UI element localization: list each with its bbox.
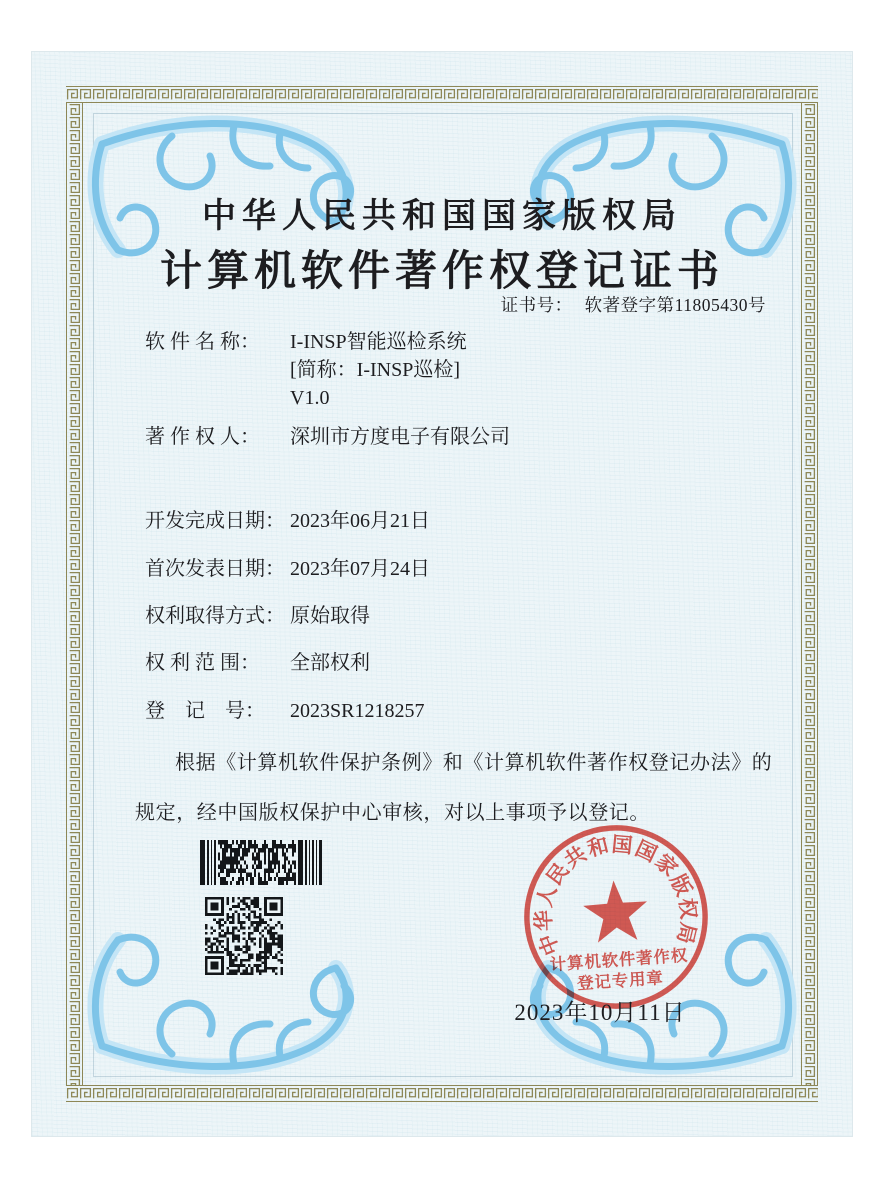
rights-acquisition: 原始取得 bbox=[290, 605, 370, 627]
seal-title-line2: 登记专用章 bbox=[576, 968, 665, 994]
field-label: 权利取得方式： bbox=[145, 605, 285, 627]
field-value bbox=[290, 649, 370, 677]
statement-line-2: 规定，经中国版权保护中心审核，对以上事项予以登记。 bbox=[135, 802, 650, 824]
field-row-rights-scope bbox=[145, 649, 370, 677]
registration-number: 2023SR1218257 bbox=[290, 700, 425, 722]
field-label: 权 利 范 围： bbox=[145, 652, 260, 674]
field-value bbox=[290, 602, 370, 630]
field-value bbox=[290, 697, 424, 725]
issue-date: 2023年10月11日 bbox=[514, 1000, 686, 1025]
greek-key-border-bottom bbox=[66, 1085, 818, 1102]
field-label: 著 作 权 人： bbox=[145, 426, 260, 448]
official-seal bbox=[510, 811, 721, 1022]
field-value bbox=[290, 328, 467, 412]
field-value bbox=[290, 423, 510, 451]
star-icon bbox=[582, 878, 650, 943]
seal-title-line1: 计算机软件著作权 bbox=[549, 945, 689, 975]
dev-complete-date: 2023年06月21日 bbox=[290, 510, 430, 532]
software-version-line: V1.0 bbox=[290, 387, 330, 409]
certificate-number-value: 软著登字第11805430号 bbox=[584, 295, 766, 315]
owner-name: 深圳市方度电子有限公司 bbox=[290, 426, 510, 448]
greek-key-border-top bbox=[66, 86, 818, 103]
field-value bbox=[290, 555, 430, 583]
software-name-line: I-INSP智能巡检系统 bbox=[290, 331, 467, 353]
field-label: 首次发表日期： bbox=[145, 558, 285, 580]
field-label: 开发完成日期： bbox=[145, 510, 285, 532]
field-row-first-publish-date bbox=[145, 555, 430, 583]
rights-scope: 全部权利 bbox=[290, 652, 370, 674]
certificate-paper bbox=[32, 52, 852, 1136]
field-row-registration-number bbox=[145, 697, 424, 725]
field-value bbox=[290, 507, 430, 535]
software-shortname-line: [简称：I-INSP巡检] bbox=[290, 359, 460, 381]
field-label: 登 记 号： bbox=[145, 700, 265, 722]
certificate-number-label: 证书号： bbox=[500, 295, 573, 315]
authority-title: 中华人民共和国国家版权局 bbox=[202, 198, 682, 235]
field-row-rights-acquisition bbox=[145, 602, 370, 630]
field-row-software-name bbox=[145, 328, 467, 412]
first-publish-date: 2023年07月24日 bbox=[290, 558, 430, 580]
certificate-number bbox=[501, 292, 766, 317]
field-label: 软 件 名 称： bbox=[145, 331, 260, 353]
statement-line-1: 根据《计算机软件保护条例》和《计算机软件著作权登记办法》的 bbox=[175, 752, 773, 774]
barcode-1d bbox=[200, 840, 322, 885]
certificate-title: 计算机软件著作权登记证书 bbox=[159, 249, 724, 295]
field-row-copyright-owner bbox=[145, 423, 510, 451]
seal-ring-text: 中华人民共和国国家版权局 bbox=[532, 833, 701, 959]
field-row-dev-complete-date bbox=[145, 507, 430, 535]
qr-code bbox=[205, 897, 283, 975]
